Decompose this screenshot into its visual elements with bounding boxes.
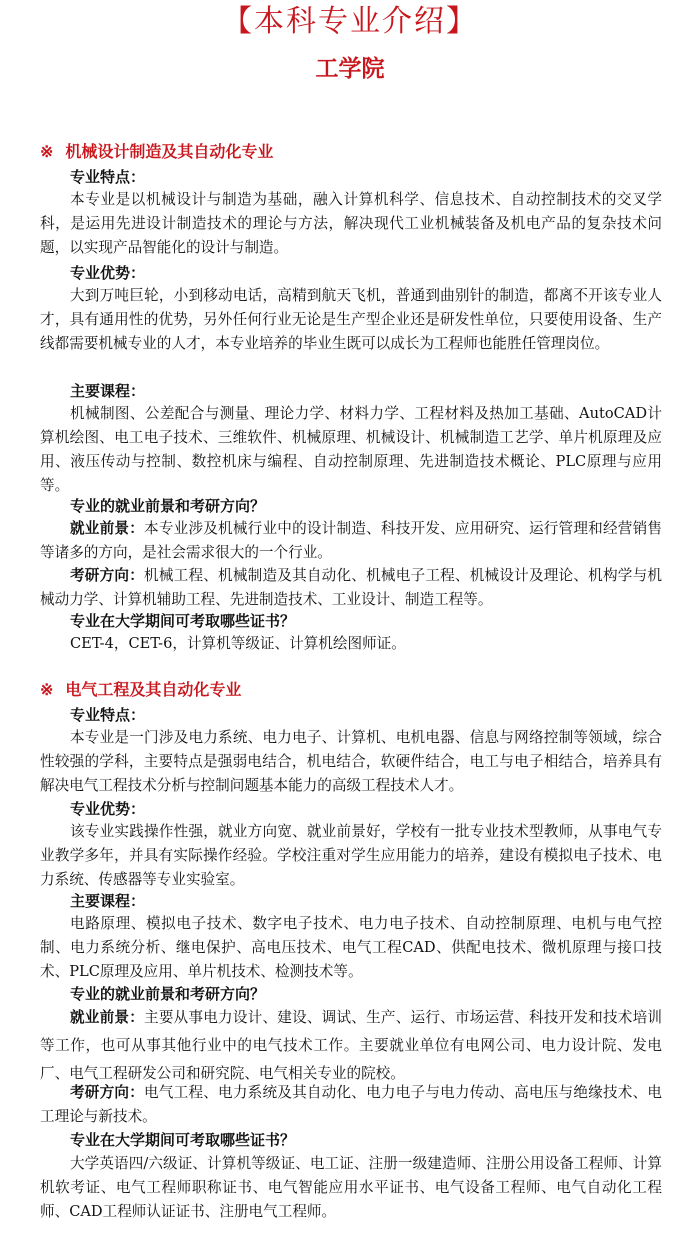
employment-lead: 就业前景：: [70, 520, 145, 537]
postgrad-lead: 考研方向：: [70, 1084, 145, 1101]
postgrad-body: 机械工程、机械制造及其自动化、机械电子工程、机械设计及理论、机构学与机械动力学、计算机辅助工程、先进制造技术、工业设计、制造工程等。: [40, 567, 662, 608]
courses-label: 主要课程：: [70, 382, 146, 400]
certificates-label: 专业在大学期间可考取哪些证书？: [70, 1131, 296, 1149]
employment-body: 本专业涉及机械行业中的设计制造、科技开发、应用研究、运行管理和经营销售等诸多的方向，是社会需求很大的一个行业。: [40, 520, 662, 561]
postgrad-text: [40, 1081, 662, 1129]
postgrad-text: [40, 564, 662, 612]
employment-text: [40, 517, 662, 565]
major-heading: [40, 678, 241, 702]
postgrad-lead: 考研方向：: [70, 567, 145, 584]
employment-body: 主要从事电力设计、建设、调试、生产、运行、市场运营、科技开发和技术培训等工作，也可从事其他行业中的电气技术工作。主要就业单位有电网公司、电力设计院、发电厂、电气工程研发公司和研究院、电气相关专业的院校。: [40, 1009, 662, 1082]
major-name: 电气工程及其自动化专业: [65, 680, 242, 699]
features-label: 专业特点：: [70, 706, 146, 724]
certificates-text: CET-4，CET-6，计算机等级证、计算机绘图师证。: [70, 635, 406, 652]
certificates-label: 专业在大学期间可考取哪些证书？: [70, 612, 296, 630]
reference-mark-icon: ※: [40, 680, 54, 699]
page-title: 【本科专业介绍】: [222, 4, 478, 39]
postgrad-body: 电气工程、电力系统及其自动化、电力电子与电力传动、高电压与绝缘技术、电工理论与新技术。: [40, 1084, 662, 1125]
features-text: 本专业是一门涉及电力系统、电力电子、计算机、电机电器、信息与网络控制等领域，综合性较强的学科，主要特点是强弱电结合，机电结合，软硬件结合，电工与电子相结合，培养具有解决电气工程技术分析与控制问题基本能力的高级工程技术人才。: [40, 729, 662, 794]
prospects-label: 专业的就业前景和考研方向？: [70, 497, 266, 515]
reference-mark-icon: ※: [40, 142, 54, 161]
features-label: 专业特点：: [70, 168, 146, 186]
employment-lead: 就业前景：: [70, 1009, 145, 1026]
advantages-label: 专业优势：: [70, 264, 146, 282]
courses-text: 电路原理、模拟电子技术、数字电子技术、电力电子技术、自动控制原理、电机与电气控制、电力系统分析、继电保护、高电压技术、电气工程CAD、供配电技术、微机原理与接口技术、PLC原理及应用、单片机技术、检测技术等。: [40, 915, 662, 980]
major-name: 机械设计制造及其自动化专业: [65, 142, 274, 161]
courses-label: 主要课程：: [70, 892, 146, 910]
courses-text: 机械制图、公差配合与测量、理论力学、材料力学、工程材料及热加工基础、AutoCAD计算机绘图、电工电子技术、三维软件、机械原理、机械设计、机械制造工艺学、单片机原理及应用、液压传动与控制、数控机床与编程、自动控制原理、先进制造技术概论、PLC原理与应用等。: [40, 405, 662, 494]
advantages-label: 专业优势：: [70, 800, 146, 818]
college-name: 工学院: [315, 55, 385, 82]
advantages-text: 该专业实践操作性强，就业方向宽、就业前景好，学校有一批专业技术型教师，从事电气专业教学多年，并具有实际操作经验。学校注重对学生应用能力的培养，建设有模拟电子技术、电力系统、传感器等专业实验室。: [40, 823, 662, 888]
certificates-text: 大学英语四/六级证、计算机等级证、电工证、注册一级建造师、注册公用设备工程师、计算机软考证、电气工程师职称证书、电气智能应用水平证书、电气设备工程师、电气自动化工程师、CAD工程师认证证书、注册电气工程师。: [40, 1155, 662, 1220]
advantages-text: 大到万吨巨轮，小到移动电话，高精到航天飞机，普通到曲别针的制造，都离不开该专业人才，具有通用性的优势，另外任何行业无论是生产型企业还是研发性单位，只要使用设备、生产线都需要机械专业的人才，本专业培养的毕业生既可以成长为工程师也能胜任管理岗位。: [40, 287, 662, 352]
features-text: 本专业是以机械设计与制造为基础，融入计算机科学、信息技术、自动控制技术的交叉学科，是运用先进设计制造技术的理论与方法，解决现代工业机械装备及机电产品的复杂技术问题，以实现产品智能化的设计与制造。: [40, 191, 662, 256]
prospects-label: 专业的就业前景和考研方向？: [70, 985, 266, 1003]
major-heading: [40, 140, 273, 164]
employment-text: [40, 1004, 662, 1088]
